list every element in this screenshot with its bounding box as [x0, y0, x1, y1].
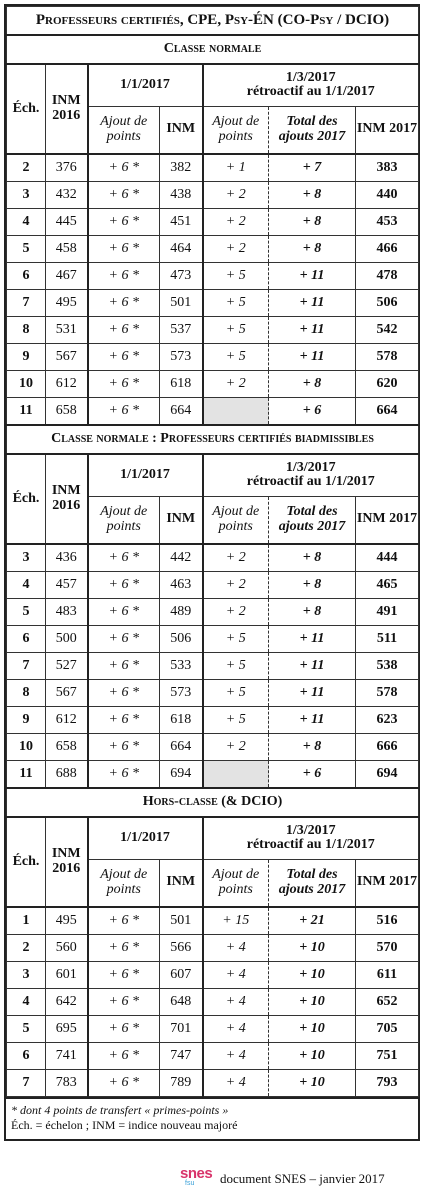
cell-inm2017: 383 [356, 154, 419, 182]
col-header-date2 [203, 64, 419, 106]
table-row [7, 989, 419, 1016]
note-asterisk: * dont 4 points de transfert « primes-points » [11, 1103, 229, 1117]
col-header-total: Total des ajouts 2017 [269, 106, 356, 154]
col-header-inm1: INM [160, 859, 203, 907]
cell-ajout1: + 6 * [88, 371, 160, 398]
cell-ajout2: + 5 [203, 263, 269, 290]
cell-ech: 7 [7, 653, 46, 680]
cell-ech: 5 [7, 1016, 46, 1043]
cell-inm1: 451 [160, 209, 203, 236]
cell-ajout1: + 6 * [88, 761, 160, 789]
table-row [7, 398, 419, 426]
cell-total: + 6 [269, 761, 356, 789]
cell-ajout2: + 1 [203, 154, 269, 182]
col-header-ech: Éch. [7, 454, 46, 544]
cell-inm2017: 664 [356, 398, 419, 426]
document-title: Professeurs certifiés, CPE, Psy-ÉN (CO-Psy / DCIO) [7, 7, 419, 36]
col-header-inm2017: INM 2017 [356, 859, 419, 907]
cell-inm1: 701 [160, 1016, 203, 1043]
cell-ech: 7 [7, 290, 46, 317]
cell-ech: 4 [7, 209, 46, 236]
cell-ajout1: + 6 * [88, 317, 160, 344]
cell-ajout2: + 5 [203, 680, 269, 707]
section-header-row [7, 35, 419, 64]
column-header-row [7, 64, 419, 106]
cell-inm2017: 440 [356, 182, 419, 209]
cell-total: + 11 [269, 653, 356, 680]
col-header-ajout1: Ajout de points [88, 106, 160, 154]
cell-ajout1: + 6 * [88, 626, 160, 653]
table-row [7, 209, 419, 236]
col-header-inm1: INM [160, 106, 203, 154]
table-row [7, 154, 419, 182]
cell-ajout2: + 2 [203, 734, 269, 761]
col-header-date1: 1/1/2017 [88, 454, 203, 496]
cell-total: + 10 [269, 989, 356, 1016]
table-row [7, 935, 419, 962]
cell-inm1: 537 [160, 317, 203, 344]
col-header-ech: Éch. [7, 64, 46, 154]
cell-inm2017: 465 [356, 572, 419, 599]
cell-ech: 8 [7, 680, 46, 707]
cell-ajout2: + 5 [203, 344, 269, 371]
cell-inm2016: 612 [46, 707, 88, 734]
cell-total: + 11 [269, 680, 356, 707]
col-header-ajout1: Ajout de points [88, 496, 160, 544]
footer-text: document SNES – janvier 2017 [220, 1171, 385, 1186]
cell-inm1: 442 [160, 544, 203, 572]
cell-inm1: 747 [160, 1043, 203, 1070]
cell-ech: 6 [7, 263, 46, 290]
snes-fsu-logo [180, 1167, 214, 1191]
table-row [7, 1070, 419, 1097]
cell-inm2016: 457 [46, 572, 88, 599]
cell-ajout2: + 5 [203, 290, 269, 317]
cell-inm2017: 652 [356, 989, 419, 1016]
cell-inm1: 463 [160, 572, 203, 599]
table-row [7, 1043, 419, 1070]
cell-ajout2: + 2 [203, 572, 269, 599]
table-row [7, 907, 419, 935]
cell-ajout1: + 6 * [88, 680, 160, 707]
cell-inm2017: 751 [356, 1043, 419, 1070]
table-row [7, 680, 419, 707]
cell-inm1: 506 [160, 626, 203, 653]
col-header-total: Total des ajouts 2017 [269, 859, 356, 907]
cell-ech: 5 [7, 236, 46, 263]
cell-ech: 3 [7, 962, 46, 989]
cell-ajout1: + 6 * [88, 734, 160, 761]
cell-total: + 8 [269, 209, 356, 236]
cell-inm1: 438 [160, 182, 203, 209]
cell-inm2016: 612 [46, 371, 88, 398]
cell-ajout1: + 6 * [88, 263, 160, 290]
cell-ajout1: + 6 * [88, 572, 160, 599]
cell-inm2017: 538 [356, 653, 419, 680]
cell-inm2017: 511 [356, 626, 419, 653]
cell-total: + 11 [269, 626, 356, 653]
date2-line2: rétroactif au 1/1/2017 [246, 84, 375, 100]
cell-ech: 2 [7, 154, 46, 182]
col-header-date2 [203, 817, 419, 859]
cell-ech: 10 [7, 371, 46, 398]
cell-inm2016: 601 [46, 962, 88, 989]
cell-inm1: 664 [160, 734, 203, 761]
cell-ajout1: + 6 * [88, 182, 160, 209]
cell-inm1: 382 [160, 154, 203, 182]
date2-line1: 1/3/2017 [285, 459, 336, 475]
cell-inm1: 573 [160, 680, 203, 707]
cell-inm1: 573 [160, 344, 203, 371]
logo-sub: fsu [185, 1180, 195, 1187]
cell-ajout1: + 6 * [88, 544, 160, 572]
cell-ech: 2 [7, 935, 46, 962]
cell-total: + 8 [269, 182, 356, 209]
cell-inm2016: 695 [46, 1016, 88, 1043]
col-header-date1: 1/1/2017 [88, 817, 203, 859]
table-row [7, 236, 419, 263]
cell-inm2016: 741 [46, 1043, 88, 1070]
cell-ajout2: + 5 [203, 653, 269, 680]
note-abbreviations: Éch. = échelon ; INM = indice nouveau majoré [11, 1118, 238, 1132]
cell-ech: 8 [7, 317, 46, 344]
cell-ajout2: + 4 [203, 989, 269, 1016]
cell-total: + 11 [269, 290, 356, 317]
cell-ajout1: + 6 * [88, 653, 160, 680]
cell-total: + 6 [269, 398, 356, 426]
cell-inm2017: 620 [356, 371, 419, 398]
cell-ech: 6 [7, 1043, 46, 1070]
cell-inm2017: 542 [356, 317, 419, 344]
cell-ech: 10 [7, 734, 46, 761]
cell-ajout2 [203, 398, 269, 426]
cell-inm2016: 436 [46, 544, 88, 572]
cell-inm2017: 453 [356, 209, 419, 236]
cell-ech: 5 [7, 599, 46, 626]
cell-ech: 11 [7, 398, 46, 426]
cell-total: + 11 [269, 344, 356, 371]
cell-inm2016: 458 [46, 236, 88, 263]
cell-ech: 7 [7, 1070, 46, 1097]
cell-ajout2: + 2 [203, 371, 269, 398]
date2-line1: 1/3/2017 [285, 69, 336, 85]
cell-ajout1: + 6 * [88, 962, 160, 989]
cell-inm1: 607 [160, 962, 203, 989]
cell-total: + 10 [269, 1043, 356, 1070]
cell-inm2017: 570 [356, 935, 419, 962]
cell-ajout1: + 6 * [88, 236, 160, 263]
cell-ajout2: + 2 [203, 599, 269, 626]
cell-inm1: 464 [160, 236, 203, 263]
col-header-inm2016: INM 2016 [46, 64, 88, 154]
cell-inm1: 618 [160, 371, 203, 398]
cell-inm2017: 506 [356, 290, 419, 317]
logo-word: snes [180, 1165, 213, 1182]
cell-ajout2 [203, 761, 269, 789]
cell-total: + 11 [269, 317, 356, 344]
cell-inm1: 473 [160, 263, 203, 290]
table-body [7, 7, 419, 1097]
cell-ajout1: + 6 * [88, 290, 160, 317]
cell-ajout1: + 6 * [88, 209, 160, 236]
cell-ajout1: + 6 * [88, 398, 160, 426]
cell-ech: 9 [7, 344, 46, 371]
cell-inm2016: 567 [46, 344, 88, 371]
col-header-total: Total des ajouts 2017 [269, 496, 356, 544]
section-title: Classe normale : Professeurs certifiés biadmissibles [7, 425, 419, 454]
cell-total: + 11 [269, 707, 356, 734]
cell-inm2016: 467 [46, 263, 88, 290]
cell-ajout2: + 2 [203, 209, 269, 236]
cell-inm2016: 560 [46, 935, 88, 962]
cell-inm1: 489 [160, 599, 203, 626]
cell-inm2016: 432 [46, 182, 88, 209]
cell-inm1: 789 [160, 1070, 203, 1097]
salary-grid-document [4, 4, 420, 1141]
date2-line1: 1/3/2017 [285, 822, 336, 838]
cell-inm2017: 478 [356, 263, 419, 290]
cell-inm1: 664 [160, 398, 203, 426]
cell-ajout2: + 4 [203, 1043, 269, 1070]
cell-ajout1: + 6 * [88, 344, 160, 371]
table-row [7, 572, 419, 599]
table-row [7, 371, 419, 398]
col-header-ajout1: Ajout de points [88, 859, 160, 907]
cell-total: + 8 [269, 371, 356, 398]
cell-inm2016: 783 [46, 1070, 88, 1097]
cell-inm2016: 483 [46, 599, 88, 626]
cell-ajout1: + 6 * [88, 154, 160, 182]
date2-line2: rétroactif au 1/1/2017 [246, 474, 375, 490]
cell-inm1: 566 [160, 935, 203, 962]
cell-inm2017: 444 [356, 544, 419, 572]
col-header-inm2017: INM 2017 [356, 496, 419, 544]
cell-ajout1: + 6 * [88, 935, 160, 962]
cell-ech: 4 [7, 572, 46, 599]
cell-ajout2: + 2 [203, 544, 269, 572]
cell-ech: 3 [7, 182, 46, 209]
cell-inm1: 694 [160, 761, 203, 789]
cell-ech: 3 [7, 544, 46, 572]
cell-ajout2: + 5 [203, 626, 269, 653]
cell-inm2016: 658 [46, 734, 88, 761]
col-header-inm2016: INM 2016 [46, 454, 88, 544]
cell-inm2016: 376 [46, 154, 88, 182]
col-header-ech: Éch. [7, 817, 46, 907]
col-header-inm2017: INM 2017 [356, 106, 419, 154]
cell-ajout1: + 6 * [88, 989, 160, 1016]
col-header-ajout2: Ajout de points [203, 106, 269, 154]
table-row [7, 344, 419, 371]
col-header-inm1: INM [160, 496, 203, 544]
cell-total: + 11 [269, 263, 356, 290]
cell-total: + 21 [269, 907, 356, 935]
section-title: Hors-classe (& DCIO) [7, 788, 419, 817]
cell-ajout1: + 6 * [88, 1016, 160, 1043]
cell-ajout2: + 4 [203, 962, 269, 989]
cell-inm2017: 578 [356, 344, 419, 371]
table-row [7, 962, 419, 989]
cell-total: + 8 [269, 236, 356, 263]
cell-total: + 10 [269, 1016, 356, 1043]
cell-total: + 10 [269, 962, 356, 989]
section-title: Classe normale [7, 35, 419, 64]
cell-ech: 4 [7, 989, 46, 1016]
column-header-row [7, 817, 419, 859]
table-row [7, 653, 419, 680]
cell-inm2016: 495 [46, 907, 88, 935]
cell-inm2016: 527 [46, 653, 88, 680]
cell-inm2017: 578 [356, 680, 419, 707]
cell-ajout2: + 5 [203, 707, 269, 734]
cell-total: + 8 [269, 572, 356, 599]
cell-inm2016: 567 [46, 680, 88, 707]
col-header-ajout2: Ajout de points [203, 859, 269, 907]
table-row [7, 290, 419, 317]
cell-total: + 7 [269, 154, 356, 182]
cell-inm1: 501 [160, 290, 203, 317]
table-row [7, 263, 419, 290]
col-header-inm2016: INM 2016 [46, 817, 88, 907]
cell-ech: 11 [7, 761, 46, 789]
cell-inm2017: 611 [356, 962, 419, 989]
cell-ajout2: + 4 [203, 935, 269, 962]
cell-ajout2: + 2 [203, 236, 269, 263]
cell-total: + 8 [269, 599, 356, 626]
cell-ajout1: + 6 * [88, 907, 160, 935]
col-header-date1: 1/1/2017 [88, 64, 203, 106]
cell-ech: 9 [7, 707, 46, 734]
cell-ajout2: + 4 [203, 1016, 269, 1043]
cell-total: + 8 [269, 544, 356, 572]
section-header-row [7, 788, 419, 817]
cell-inm2016: 642 [46, 989, 88, 1016]
cell-inm2017: 666 [356, 734, 419, 761]
cell-ajout1: + 6 * [88, 1070, 160, 1097]
cell-inm1: 618 [160, 707, 203, 734]
cell-inm2016: 500 [46, 626, 88, 653]
cell-inm2016: 495 [46, 290, 88, 317]
cell-inm1: 648 [160, 989, 203, 1016]
table-row [7, 734, 419, 761]
cell-total: + 10 [269, 1070, 356, 1097]
table-row [7, 182, 419, 209]
notes [6, 1097, 418, 1139]
col-header-ajout2: Ajout de points [203, 496, 269, 544]
salary-grid-table [6, 6, 419, 1097]
cell-inm2016: 445 [46, 209, 88, 236]
cell-ajout1: + 6 * [88, 1043, 160, 1070]
table-row [7, 626, 419, 653]
cell-inm1: 533 [160, 653, 203, 680]
cell-inm1: 501 [160, 907, 203, 935]
table-row [7, 599, 419, 626]
cell-ajout2: + 5 [203, 317, 269, 344]
cell-total: + 10 [269, 935, 356, 962]
cell-ajout1: + 6 * [88, 707, 160, 734]
table-row [7, 1016, 419, 1043]
col-header-date2 [203, 454, 419, 496]
cell-inm2017: 694 [356, 761, 419, 789]
cell-ajout2: + 15 [203, 907, 269, 935]
cell-inm2016: 688 [46, 761, 88, 789]
cell-ech: 6 [7, 626, 46, 653]
cell-inm2017: 705 [356, 1016, 419, 1043]
table-row [7, 761, 419, 789]
cell-inm2017: 623 [356, 707, 419, 734]
cell-ajout2: + 4 [203, 1070, 269, 1097]
cell-inm2017: 491 [356, 599, 419, 626]
cell-total: + 8 [269, 734, 356, 761]
table-row [7, 317, 419, 344]
cell-inm2017: 793 [356, 1070, 419, 1097]
footer [180, 1167, 385, 1191]
cell-inm2016: 531 [46, 317, 88, 344]
column-header-row [7, 454, 419, 496]
cell-ajout2: + 2 [203, 182, 269, 209]
cell-ech: 1 [7, 907, 46, 935]
cell-inm2016: 658 [46, 398, 88, 426]
table-row [7, 544, 419, 572]
cell-inm2017: 466 [356, 236, 419, 263]
section-header-row [7, 425, 419, 454]
cell-ajout1: + 6 * [88, 599, 160, 626]
table-row [7, 707, 419, 734]
date2-line2: rétroactif au 1/1/2017 [246, 837, 375, 853]
cell-inm2017: 516 [356, 907, 419, 935]
